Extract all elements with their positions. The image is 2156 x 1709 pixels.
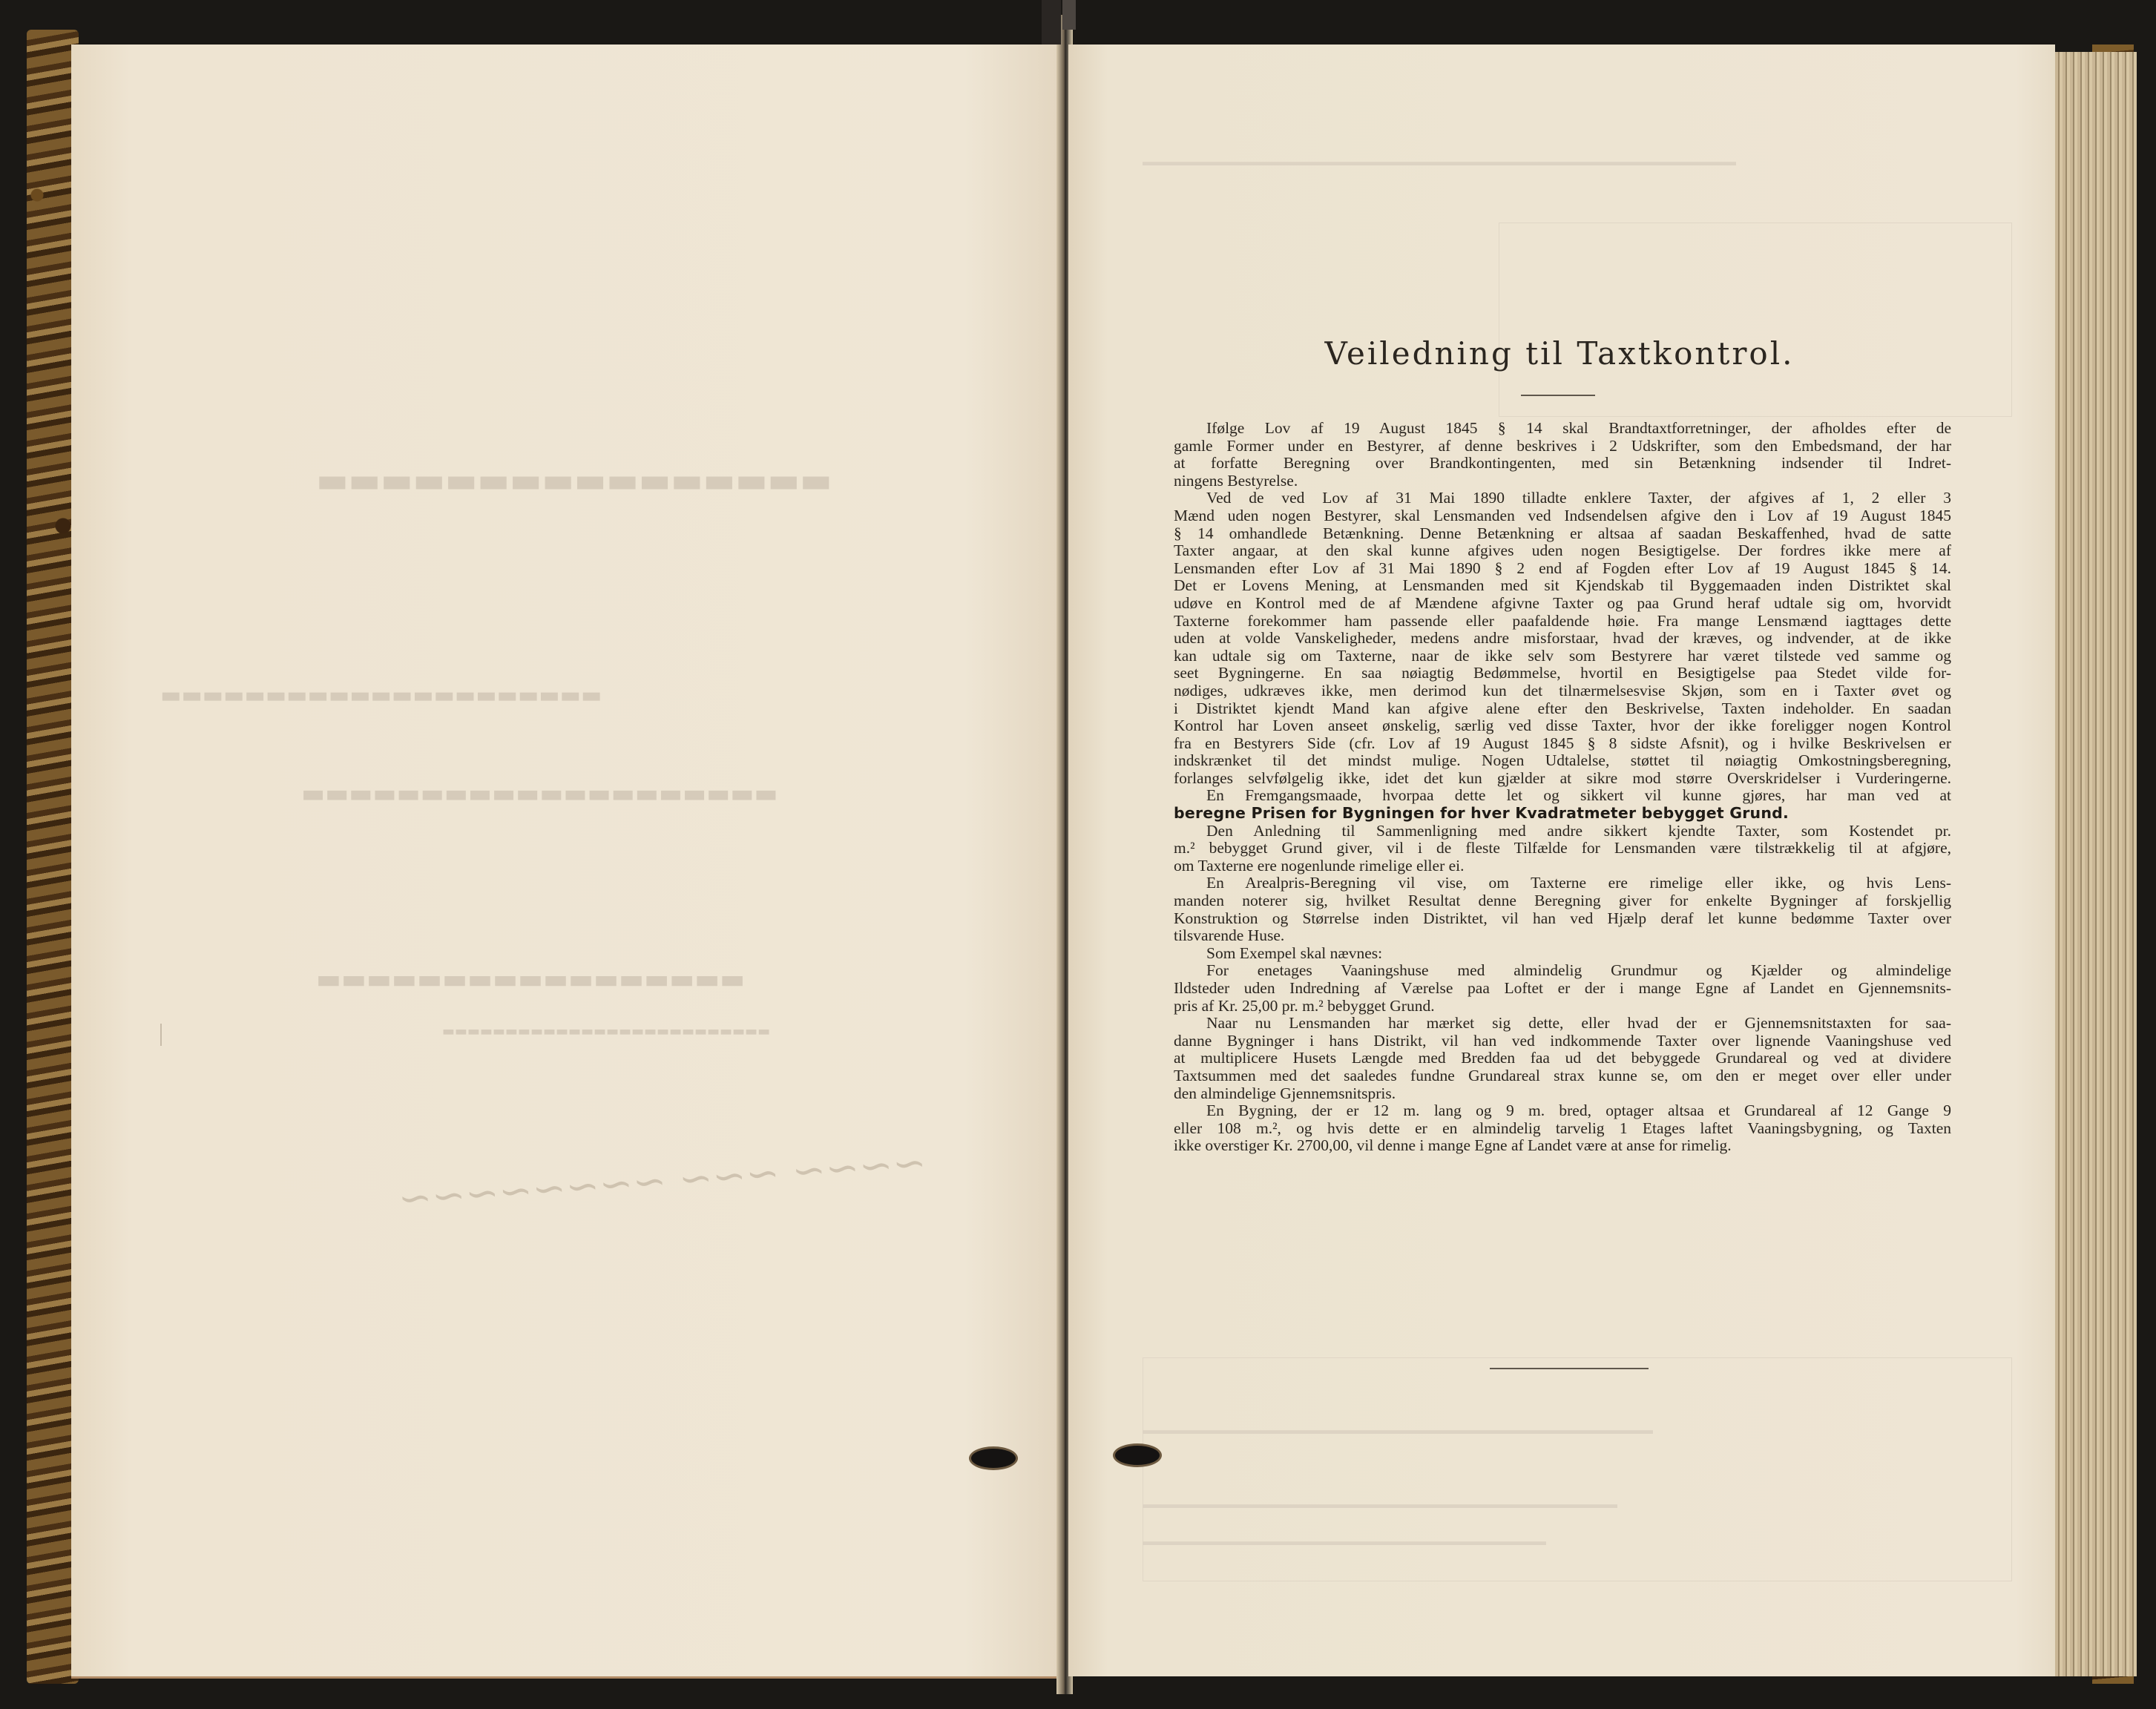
text-line: at forfatte Beregning over Brandkontingenten, med sin Betænkning indsender til Indret-	[1174, 455, 1951, 472]
text-line: forlanges selvfølgelig ikke, idet det kun gjælder at sikre mod større Overskridelser i Vurderingerne.	[1174, 769, 1951, 787]
text-line: Taxter angaar, at den skal kunne afgives uden nogen Besigtigelse. Der fordres ikke mere af	[1174, 542, 1951, 560]
text-line: Taxterne forekommer ham passende eller paafaldende høie. Fra mange Lensmænd iagttages dette	[1174, 612, 1951, 630]
text-line: i Distriktet kjendt Mand kan afgive alene efter den Beskrivelse, Taxten indeholder. En saadan	[1174, 699, 1951, 717]
text-line: Kontrol har Loven anseet ønskelig, særlig ved disse Taxter, hvor der ikke foreligger nogen Kontrol	[1174, 717, 1951, 735]
text-line: Naar nu Lensmanden har mærket sig dette, eller hvad der er Gjennemsnitstaxten for saa-	[1206, 1015, 1951, 1033]
text-line: ikke overstiger Kr. 2700,00, vil denne i mange Egne af Landet være at anse for rimelig.	[1174, 1137, 1732, 1155]
text-line: Ifølge Lov af 19 August 1845 § 14 skal Brandtaxtforretninger, der afholdes efter de	[1206, 420, 1951, 437]
instruction-text	[1174, 420, 1951, 1155]
text-line: § 14 omhandlede Betænkning. Denne Betænkning er altsaa af saadan Beskaffenhed, hvad de satte	[1174, 524, 1951, 542]
text-line: gamle Former under en Bestyrer, af denne beskrives i 2 Udskrifter, som den Embedsmand, der har	[1174, 437, 1951, 455]
bleed-through-title: ▬▬▬▬▬▬▬▬▬▬▬▬▬▬▬▬	[316, 460, 832, 500]
text-line: manden noterer sig, hvilket Resultat denne Beregning giver for enkelte Bygninger af forskjellig	[1174, 892, 1951, 910]
text-line: Lensmanden efter Lov af 31 Mai 1890 § 2 end af Fogden efter Lov af 19 August 1845 § 14.	[1174, 559, 1951, 577]
bleed-through-line: ▬▬▬▬▬▬▬▬▬▬▬▬▬▬▬▬▬▬▬▬▬▬▬▬▬▬▬▬▬▬▬▬▬▬▬▬▬▬▬▬	[1143, 1498, 1617, 1511]
bleed-through-line: ▬▬▬▬▬▬▬▬▬▬▬▬▬▬▬▬▬▬▬▬▬	[160, 682, 602, 708]
text-line: Den Anledning til Sammenligning med andre sikkert kjendte Taxter, som Kostendet pr.	[1206, 822, 1951, 840]
text-line: En Bygning, der er 12 m. lang og 9 m. bred, optager altsaa et Grundareal af 12 Gange 9	[1206, 1102, 1951, 1120]
text-line: udøve en Kontrol med de af Mændene afgivne Taxter og paa Grund heraf udtale sig om, hvorvidt	[1174, 594, 1951, 612]
text-line: Mænd uden nogen Bestyrer, skal Lensmanden ved Indsendelsen afgive den i Lov af 19 August 1845	[1174, 507, 1951, 524]
text-line: Konstruktion og Størrelse inden Distriktet, vil han ved Hjælp deraf let kunne bedømme Taxter over	[1174, 909, 1951, 927]
bleed-through-box	[1499, 223, 2012, 417]
binding-hole	[1113, 1443, 1162, 1467]
text-line: For enetages Vaaningshuse med almindelig Grundmur og Kjælder og almindelige	[1206, 962, 1951, 980]
page-title: Veiledning til Taxtkontrol.	[1324, 335, 1795, 372]
binding-clip	[1042, 0, 1061, 45]
text-line: seet Bygningerne. En saa nøiagtig Bedømmelse, hvortil en Besigtigelse paa Stedet vilde for-	[1174, 665, 1951, 682]
text-line: pris af Kr. 25,00 pr. m.² bebygget Grund.	[1174, 997, 1435, 1015]
bleed-through-line: ▬▬▬▬▬▬▬▬▬▬▬▬▬▬▬▬▬▬▬▬▬▬▬▬▬▬	[442, 1024, 771, 1039]
page-mark	[160, 1024, 162, 1046]
text-line: tilsvarende Huse.	[1174, 927, 1285, 945]
bleed-through-line: ▬▬▬▬▬▬▬▬▬▬▬▬▬▬▬▬▬	[316, 964, 746, 995]
text-line: danne Bygninger i hans Distrikt, vil han ved indkommende Taxter over lignende Vaaningshuse ved	[1174, 1032, 1951, 1050]
text-line: Som Exempel skal nævnes:	[1206, 944, 1383, 962]
text-line: Ved de ved Lov af 31 Mai 1890 tilladte enklere Taxter, der afgives af 1, 2 eller 3	[1206, 490, 1951, 507]
text-line: kan udtale sig om Taxterne, naar de ikke selv som Bestyrere har været tilstede ved samme og	[1174, 647, 1951, 665]
text-line: En Fremgangsmaade, hvorpaa dette let og sikkert vil kunne gjøres, har man ved at	[1206, 787, 1951, 805]
end-rule	[1490, 1368, 1649, 1369]
text-line: den almindelige Gjennemsnitspris.	[1174, 1084, 1396, 1102]
text-line: uden at volde Vanskeligheder, medens andre misforstaar, hvad der kræves, og indvender, at de ikke	[1174, 630, 1951, 648]
bleed-through-line: ▬▬▬▬▬▬▬▬▬▬▬▬▬▬▬▬▬▬▬▬▬▬▬▬▬▬▬▬▬▬▬▬▬▬	[1143, 1535, 1546, 1548]
text-line: at multiplicere Husets Længde med Bredden faa ud det bebyggede Grundareal og ved at dividere	[1174, 1050, 1951, 1067]
text-line: eller 108 m.², og hvis dette er en almindelig tarvelig 1 Etages laftet Vaaningsbygning, og Taxten	[1174, 1119, 1951, 1137]
text-line: En Arealpris-Beregning vil vise, om Taxterne ere rimelige eller ikke, og hvis Lens-	[1206, 875, 1951, 892]
bleed-through-line: ▬▬▬▬▬▬▬▬▬▬▬▬▬▬▬▬▬▬▬▬▬▬▬▬▬▬▬▬▬▬▬▬▬▬▬▬▬▬▬▬▬▬▬▬▬▬▬▬▬▬	[1143, 156, 1736, 168]
text-line: Det er Lovens Mening, at Lensmanden med sit Kjendskab til Byggemaaden inden Distriktet skal	[1174, 577, 1951, 595]
binding-hole	[969, 1446, 1018, 1470]
bleed-through-line: ▬▬▬▬▬▬▬▬▬▬▬▬▬▬▬▬▬▬▬▬▬▬▬▬▬▬▬▬▬▬▬▬▬▬▬▬▬▬▬▬▬▬▬	[1143, 1424, 1653, 1437]
emphasized-line: beregne Prisen for Bygningen for hver Kvadratmeter bebygget Grund.	[1174, 805, 1789, 823]
text-line: indskrænket til det mindst mulige. Nogen Udtalelse, støttet til nøiagtig Omkostningsberegning,	[1174, 752, 1951, 770]
bleed-through-line: ▬▬▬▬▬▬▬▬▬▬▬▬▬▬▬▬▬▬▬▬	[301, 779, 778, 809]
text-line: Taxtsummen med det saaledes fundne Grundareal strax kunne se, om den er meget over eller under	[1174, 1067, 1951, 1084]
text-line: m.² bebygget Grund giver, vil i de fleste Tilfælde for Lensmanden være tilstrækkelig til at afgjøre,	[1174, 840, 1951, 857]
text-line: ningens Bestyrelse.	[1174, 472, 1298, 490]
bleed-through-handwriting: ~~~~ ~~~ ~~~~~~~~	[396, 1139, 928, 1222]
text-line: Ildsteder uden Indredning af Værelse paa Loftet er der i mange Egne af Landet en Gjennemsnits-	[1174, 980, 1951, 997]
title-rule	[1521, 395, 1595, 396]
binding-clip	[1062, 0, 1076, 30]
text-line: fra en Bestyrers Side (cfr. Lov af 19 August 1845 § 8 sidste Afsnit), og i hvilke Beskrivelsen er	[1174, 734, 1951, 752]
left-page	[71, 45, 1064, 1679]
page-stack-edge	[2055, 52, 2137, 1676]
text-line: om Taxterne ere nogenlunde rimelige eller ei.	[1174, 857, 1465, 875]
text-line: nødiges, udkræves ikke, men derimod kun det tilnærmelsesvise Skjøn, som en i Taxter øvet og	[1174, 682, 1951, 699]
